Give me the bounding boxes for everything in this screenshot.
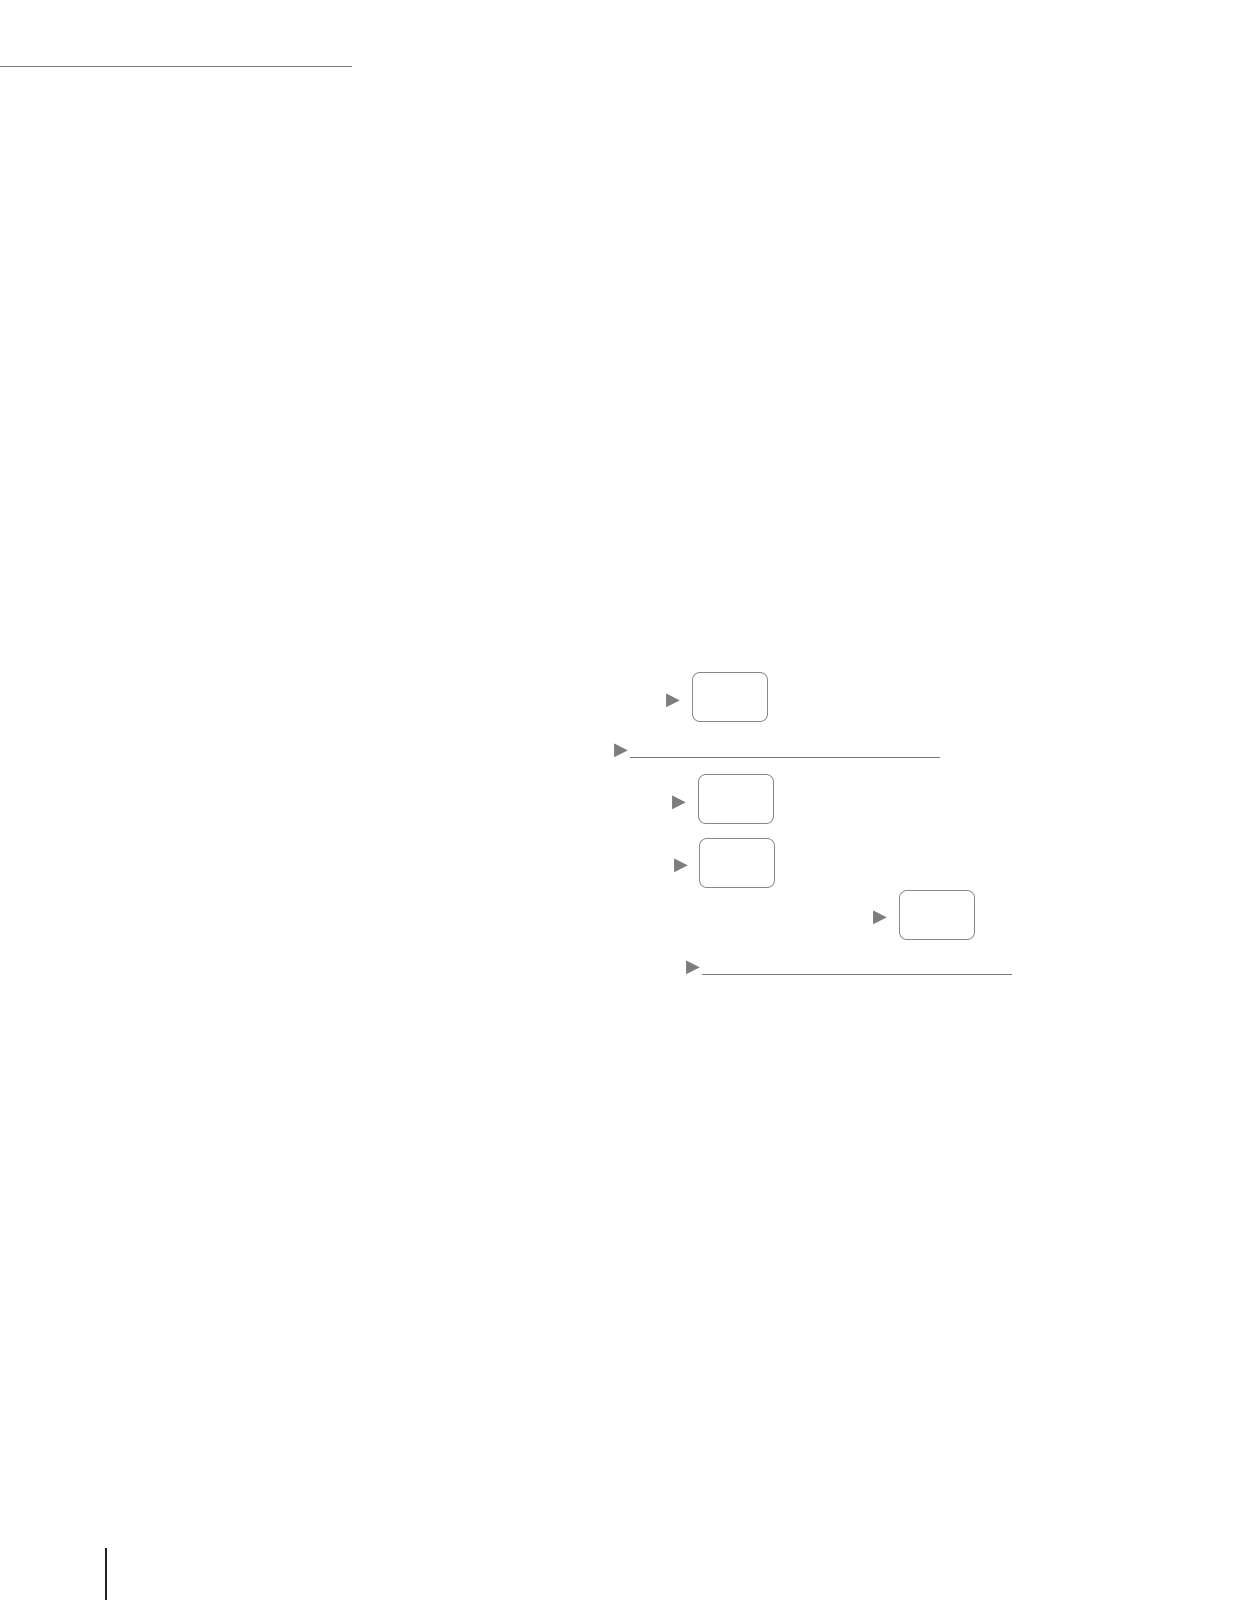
- play-arrow-icon: ▶: [674, 854, 688, 874]
- play-arrow-icon: ▶: [873, 906, 887, 926]
- play-arrow-icon: ▶: [614, 739, 628, 759]
- play-arrow-icon: ▶: [672, 791, 686, 811]
- play-arrow-icon: ▶: [686, 956, 700, 976]
- footer-divider: [105, 1548, 107, 1600]
- play-arrow-icon: ▶: [666, 689, 680, 709]
